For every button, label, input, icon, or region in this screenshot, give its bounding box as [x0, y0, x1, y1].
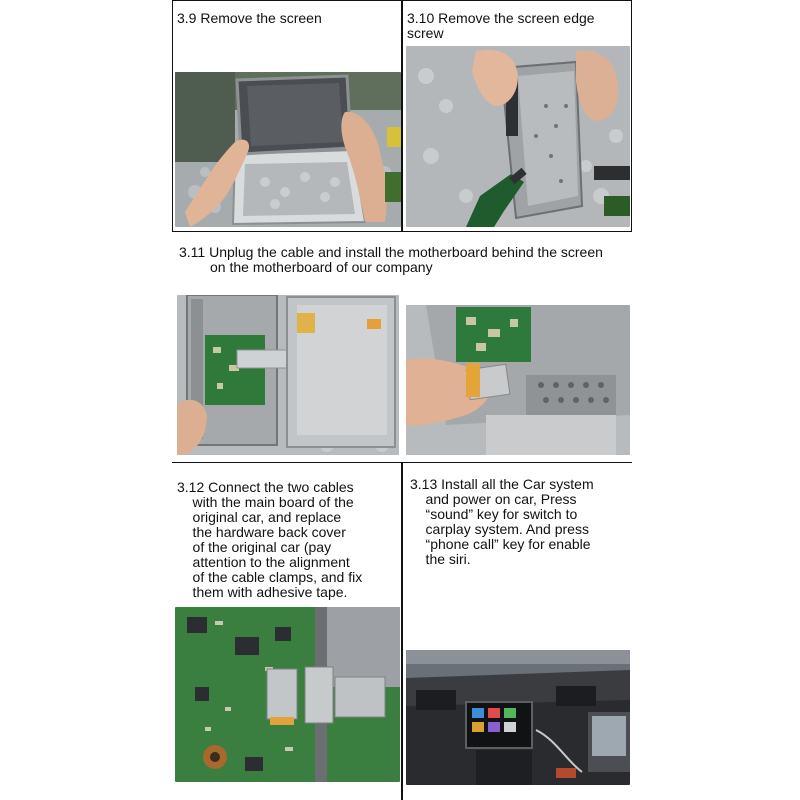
step-3-9-photo [175, 72, 401, 227]
step-3-10-caption: 3.10 Remove the screen edge screw [407, 10, 595, 41]
step-3-11-photo-right [406, 305, 630, 455]
frame-center-divider-top [401, 0, 403, 232]
frame-right-line [631, 0, 632, 232]
frame-center-divider-bottom [401, 463, 403, 800]
step-3-10-photo [406, 46, 630, 227]
step-3-13-caption: 3.13 Install all the Car system and power on car, Press “sound” key for switch to carplay system. And press “phone call” key for enable the siri. [410, 476, 594, 567]
step-3-12-caption: 3.12 Connect the two cables with the main board of the original car, and replace the hardware back cover of the original car (pay attention to the alignment of the cable clamps, and fix them with adhesive tape. [177, 479, 363, 600]
step-3-13-photo [406, 650, 630, 785]
step-3-11-photo-left [177, 295, 399, 455]
frame-left-line [172, 0, 173, 232]
step-3-11-caption-line-2: on the motherboard of our company [210, 259, 433, 275]
step-3-12-photo [175, 607, 400, 782]
frame-row-divider-1 [172, 231, 632, 232]
step-3-11-caption-line-1: 3.11 Unplug the cable and install the motherboard behind the screen [179, 244, 603, 260]
step-3-9-caption: 3.9 Remove the screen [177, 10, 322, 26]
